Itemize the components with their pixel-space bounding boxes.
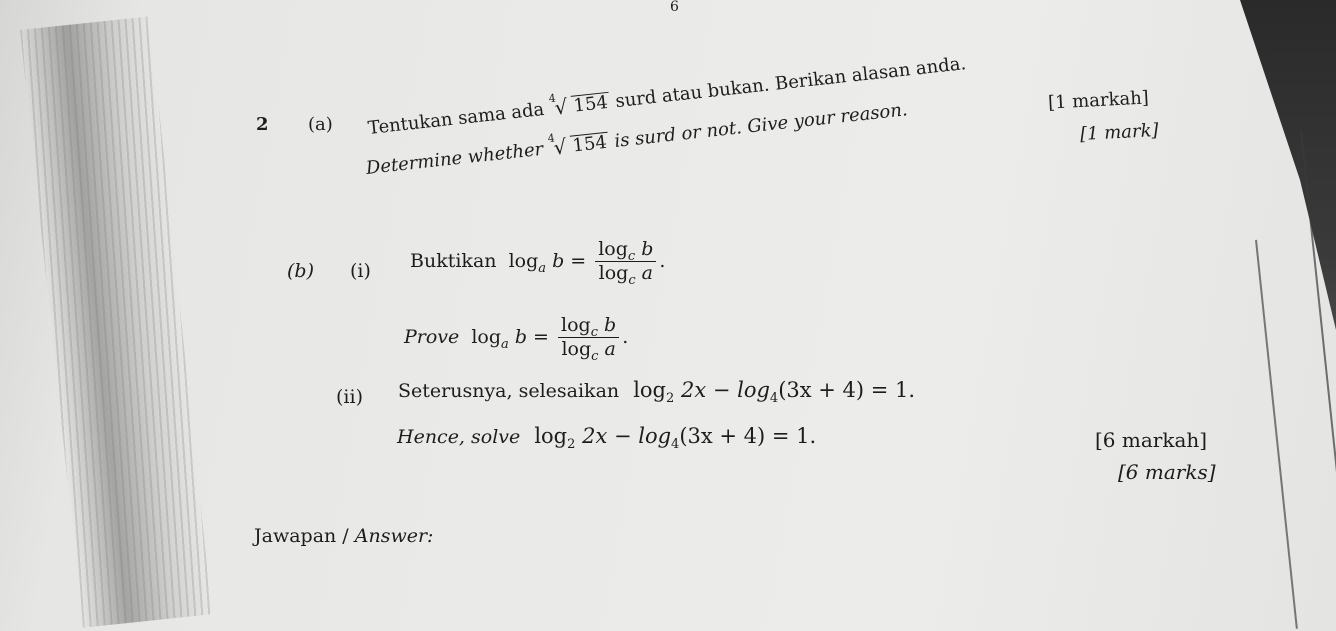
denominator-arg-english: a <box>604 338 616 360</box>
part-a-label: (a) <box>308 114 333 135</box>
numerator-arg: b <box>641 238 654 260</box>
numerator-base-english: c <box>590 325 598 340</box>
part-a-malay-prefix: Tentukan sama ada <box>366 98 546 139</box>
answer-label <box>254 527 433 546</box>
equation-english <box>534 424 817 452</box>
eq-log1-base: 2 <box>666 391 675 406</box>
log-fraction-malay <box>595 238 656 288</box>
part-b-ii-malay-line <box>398 378 916 406</box>
eq-middle: 2x − log <box>680 378 770 402</box>
eq-middle-english: 2x − log <box>582 424 672 448</box>
fraction-denominator-english <box>558 338 619 364</box>
eq-log1-english: log <box>534 424 568 448</box>
lhs-log-text-english: log <box>471 326 502 348</box>
part-b-ii-label: (ii) <box>336 386 363 408</box>
eq-log2-base-english: 4 <box>671 437 680 452</box>
denominator-log-english: log <box>561 338 592 360</box>
part-b-ii-english-prefix: Hence, solve <box>397 426 521 448</box>
part-b-ii-malay-prefix: Seterusnya, selesaikan <box>398 380 620 402</box>
numerator-arg-english: b <box>604 314 617 336</box>
fraction-numerator-english <box>558 316 619 338</box>
part-b-ii-english-line <box>397 424 817 452</box>
log-fraction-english <box>558 314 619 364</box>
eq-tail: (3x + 4) = 1. <box>778 378 916 402</box>
fraction-end-period-english: . <box>622 326 629 348</box>
numerator-log-english: log <box>561 314 591 336</box>
denominator-base: c <box>628 273 636 288</box>
page-number: 6 <box>670 0 679 15</box>
denominator-arg: a <box>641 262 653 284</box>
part-a-english-suffix: is surd or not. Give your reason. <box>613 99 909 152</box>
equation-malay <box>633 378 916 406</box>
part-b-i-english-line <box>404 314 629 364</box>
lhs-arg: b = <box>552 250 587 272</box>
radical-sign-icon-english: √ <box>552 134 568 160</box>
lhs-log-english <box>471 326 555 352</box>
denominator-base-english: c <box>591 349 599 364</box>
answer-label-english: Answer: <box>354 525 434 547</box>
question-number: 2 <box>256 114 269 135</box>
part-a-marks-english: [1 mark] <box>1079 119 1160 146</box>
numerator-base: c <box>627 249 636 264</box>
eq-log2-base: 4 <box>769 391 779 406</box>
lhs-log-text: log <box>508 250 539 272</box>
eq-tail-english: (3x + 4) = 1. <box>679 424 817 448</box>
radical-sign-icon: √ <box>553 94 569 120</box>
part-b-label: (b) <box>287 260 314 282</box>
lhs-base: a <box>538 261 547 276</box>
part-b-marks-malay: [6 markah] <box>1095 428 1208 452</box>
part-b-marks-english: [6 marks] <box>1118 460 1216 484</box>
eq-log1-base-english: 2 <box>567 437 576 452</box>
fraction-end-period: . <box>659 250 666 272</box>
part-a-marks-malay: [1 markah] <box>1047 87 1150 114</box>
part-a-malay-suffix: surd atau bukan. Berikan alasan anda. <box>614 53 968 113</box>
surd-index: 4 <box>548 91 557 106</box>
lhs-arg-english: b = <box>514 326 549 348</box>
part-b-i-malay-line <box>410 238 666 288</box>
surd-radicand: 154 <box>572 92 609 117</box>
fraction-numerator <box>595 240 656 262</box>
part-b-i-label: (i) <box>350 260 371 282</box>
fraction-denominator <box>595 262 656 288</box>
surd-radicand-english: 154 <box>571 131 608 157</box>
part-a-english-prefix: Determine whether <box>364 138 545 179</box>
lhs-log-malay <box>508 250 593 276</box>
part-b-i-malay-prefix: Buktikan <box>410 250 497 272</box>
lhs-base-english: a <box>501 337 509 352</box>
denominator-log: log <box>598 262 629 284</box>
numerator-log: log <box>598 238 628 260</box>
answer-label-malay: Jawapan / <box>254 525 349 547</box>
part-b-i-english-prefix: Prove <box>404 326 460 348</box>
eq-log1: log <box>633 378 666 402</box>
surd-index-english: 4 <box>547 131 556 146</box>
